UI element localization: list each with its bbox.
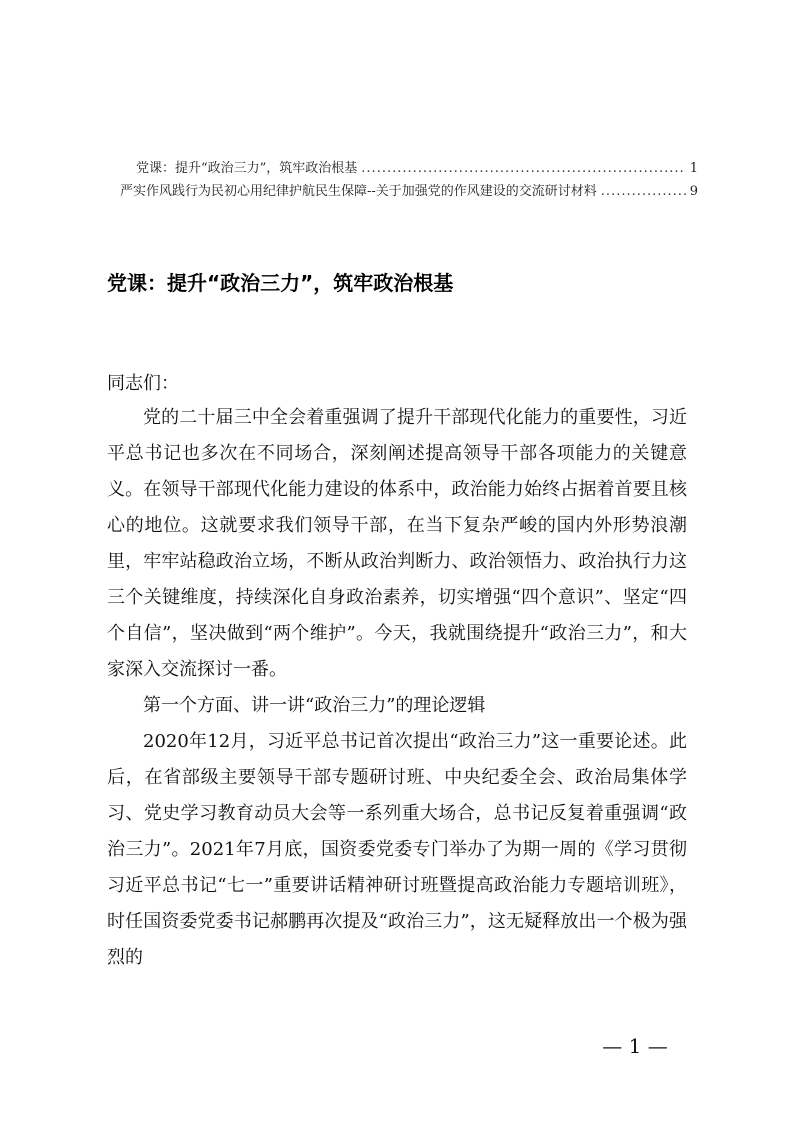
toc-dot-leader bbox=[361, 161, 685, 177]
toc-entry[interactable] bbox=[120, 184, 698, 200]
section-heading: 第一个方面、讲一讲“政治三力”的理论逻辑 bbox=[143, 695, 486, 716]
toc-entry-title: 严实作风践行为民初心用纪律护航民生保障--关于加强党的作风建设的交流研讨材料 bbox=[120, 184, 597, 199]
toc-entry-title: 党课：提升“政治三力”，筑牢政治根基 bbox=[136, 161, 358, 176]
greeting: 同志们： bbox=[107, 373, 179, 394]
toc-entry-page: 9 bbox=[689, 184, 698, 199]
document-body-greeting bbox=[107, 366, 687, 402]
paragraph: 2020年12月，习近平总书记首次提出“政治三力”这一重要论述。此后，在省部级主要领导干部专题研讨班、中央纪委全会、政治局集体学习、党史学习教育动员大会等一系列重大场合，总书记反复着重强调“政治三力”。2021年7月底，国资委党委专门举办了为期一周的《学习贯彻习近平总书记“七一”重要讲话精神研讨班暨提高政治能力专题培训班》，时任国资委党委书记郝鹏再次提及“政治三力”，这无疑释放出一个极为强烈的 bbox=[107, 731, 687, 968]
page-number: — 1 — bbox=[602, 1034, 668, 1058]
document-body bbox=[107, 400, 687, 976]
toc-entry[interactable] bbox=[136, 161, 698, 177]
paragraph: 党的二十届三中全会着重强调了提升干部现代化能力的重要性，习近平总书记也多次在不同场合，深刻阐述提高领导干部各项能力的关键意义。在领导干部现代化能力建设的体系中，政治能力始终占据着首要且核心的地位。这就要求我们领导干部，在当下复杂严峻的国内外形势浪潮里，牢牢站稳政治立场，不断从政治判断力、政治领悟力、政治执行力这三个关键维度，持续深化自身政治素养，切实增强“四个意识”、坚定“四个自信”，坚决做到“两个维护”。今天，我就围绕提升“政治三力”，和大家深入交流探讨一番。 bbox=[107, 407, 687, 680]
document-title: 党课：提升“政治三力”，筑牢政治根基 bbox=[107, 271, 454, 295]
toc-entry-page: 1 bbox=[689, 161, 698, 176]
toc-dot-leader bbox=[601, 184, 686, 200]
